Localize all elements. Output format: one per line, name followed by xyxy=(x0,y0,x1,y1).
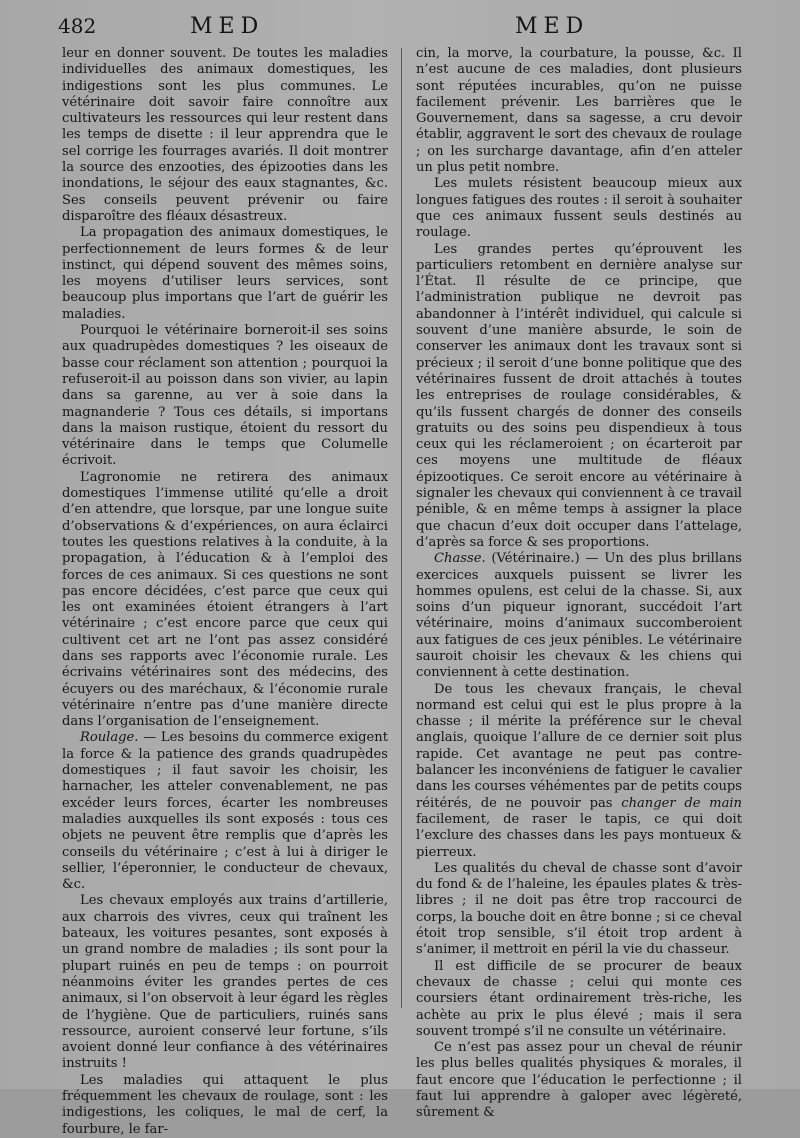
paragraph: leur en donner souvent. De toutes les maladies individuelles des animaux domestiques, les indigestions sont les plus communes. Le vétérinaire doit savoir faire connoître aux cultivateurs les ressources qui leur restent dans les temps de disette : il leur apprendra que le sel corrige les fourrages avariés. Il doit montrer la source des enzooties, des épizooties dans les inondations, le séjour des eaux stagnantes, &c. Ses conseils peuvent prévenir ou faire disparoître des fléaux désastreux. xyxy=(62,46,388,224)
paragraph: Il est difficile de se procurer de beaux chevaux de chasse ; celui qui monte ces coursiers étant ordinairement très-riche, les achète au prix le plus élevé ; mais il sera souvent trompé s’il ne consulte un vétérinaire. xyxy=(416,958,742,1039)
right-column xyxy=(416,46,742,1122)
italic-phrase: changer de main xyxy=(621,795,742,811)
running-head-right: MED xyxy=(515,14,590,39)
left-column xyxy=(62,46,388,1138)
paragraph-text: De tous les chevaux français, le cheval normand est celui qui est le plus propre à la chasse ; il mérite la préférence sur le cheval anglais, quoique l’allure de ce dernier soit plus rapide. Cet avantage ne peut pas contre-balancer les inconvéniens de fatiguer le cavalier dans les courses véhémentes par de petits coups réitérés, de ne pouvoir pas xyxy=(416,681,742,811)
column-divider xyxy=(401,48,402,1008)
paragraph: Les grandes pertes qu’éprouvent les particuliers retombent en dernière analyse sur l’État. Il résulte de ce principe, que l’administration publique ne devroit pas abandonner à l’intérêt individuel, qui calcule si souvent d’une manière absurde, le soin de conserver les animaux dont les travaux sont si précieux ; il seroit d’une bonne politique que des vétérinaires fussent de droit attachés à toutes les entreprises de roulage considérables, & qu’ils fussent chargés de donner des conseils gratuits ou des soins peu dispendieux à tous ceux qui les réclameroient ; on écarteroit par ces moyens une multitude de fléaux épizootiques. Ce seroit encore au vétérinaire à signaler les chevaux qui conviennent à ce travail pénible, & en même temps à assigner la place que chacun d’eux doit occuper dans l’attelage, d’après sa force & ses proportions. xyxy=(416,241,742,550)
paragraph-chasse xyxy=(416,551,742,681)
paragraph-text: (Vétérinaire.) — Un des plus brillans exercices auxquels puissent se livrer les hommes opulens, est celui de la chasse. Si, aux soins d’un piqueur ignorant, succédoit l’art vétérinaire, moins d’animaux succomberoient aux fatigues de ces jeux pénibles. Le vétérinaire sauroit choisir les chevaux & les chiens qui conviennent à cette destination. xyxy=(416,551,742,681)
paragraph: La propagation des animaux domestiques, le perfectionnement de leurs formes & de leur instinct, qui dépend souvent des mêmes soins, les moyens d’utiliser leurs services, sont beaucoup plus importans que l’art de guérir les maladies. xyxy=(62,225,388,322)
page-number: 482 xyxy=(58,14,97,38)
paragraph xyxy=(416,682,742,861)
paragraph: Les chevaux employés aux trains d’artillerie, aux charrois des vivres, ceux qui traînent les bateaux, les voitures pesantes, sont exposés à un grand nombre de maladies ; ils sont pour la plupart ruinés en peu de temps : on pourroit néanmoins éviter les grandes pertes de ces animaux, si l’on observoit à leur égard les règles de l’hygiène. Que de particuliers, ruinés sans ressource, auroient conservé leur fortune, s’ils avoient donné leur confiance à des vétérinaires instruits ! xyxy=(62,893,388,1072)
page-header xyxy=(0,10,800,46)
paragraph: Les mulets résistent beaucoup mieux aux longues fatigues des routes : il seroit à souhaiter que ces animaux fussent seuls destinés au roulage. xyxy=(416,176,742,241)
paragraph: Les qualités du cheval de chasse sont d’avoir du fond & de l’haleine, les épaules plates & très-libres ; il ne doit pas être trop raccourci de corps, la bouche doit en être bonne ; si ce cheval étoit trop sensible, s’il étoit trop ardent à s’animer, il mettroit en péril la vie du chasseur. xyxy=(416,860,742,958)
paragraph: cin, la morve, la courbature, la pousse, &c. Il n’est aucune de ces maladies, dont plusieurs sont réputées incurables, qu’on ne puisse facilement prévenir. Les barrières que le Gouvernement, dans sa sagesse, a cru devoir établir, aggravent le sort des chevaux de roulage ; on les surcharge davantage, afin d’en atteler un plus petit nombre. xyxy=(416,46,742,176)
running-head-left: MED xyxy=(190,14,265,39)
paragraph-roulage xyxy=(62,730,388,893)
paragraph: Ce n’est pas assez pour un cheval de réunir les plus belles qualités physiques & morales, il faut encore que l’éducation le perfectionne ; il faut lui apprendre à galoper avec légèreté, sûrement & xyxy=(416,1040,742,1121)
paragraph: Pourquoi le vétérinaire borneroit-il ses soins aux quadrupèdes domestiques ? les oiseaux de basse cour réclament son attention ; pourquoi la refuseroit-il au poisson dans son vivier, au lapin dans sa garenne, au ver à soie dans la magnanderie ? Tous ces détails, si importans dans la maison rustique, étoient du ressort du vétérinaire dans le temps que Columelle écrivoit. xyxy=(62,323,388,469)
paragraph-text: facilement, de raser le tapis, ce qui doit l’exclure des chasses dans les pays montueux & pierreux. xyxy=(416,811,742,860)
paragraph: L’agronomie ne retirera des animaux domestiques l’immense utilité qu’elle a droit d’en attendre, que lorsque, par une longue suite d’observations & d’expériences, on aura éclairci toutes les questions relatives à la conduite, à la propagation, à l’éducation & à l’emploi des forces de ces animaux. Si ces questions ne sont pas encore décidées, c’est parce que ceux qui les ont examinées étoient étrangers à l’art vétérinaire ; c’est encore parce que ceux qui cultivent cet art ne l’ont pas assez considéré dans ses rapports avec l’économie rurale. Les écrivains vétérinaires sont des médecins, des écuyers ou des maréchaux, & l’économie rurale vétérinaire n’entre pas d’une manière directe dans l’organisation de l’enseignement. xyxy=(62,469,388,730)
section-heading-chasse: Chasse. xyxy=(434,551,486,567)
section-heading-roulage: Roulage. xyxy=(80,730,139,746)
paragraph: Les maladies qui attaquent le plus fréquemment les chevaux de roulage, sont : les indigestions, les coliques, le mal de cerf, la fourbure, le far- xyxy=(62,1072,388,1137)
paragraph-text: — Les besoins du commerce exigent la force & la patience des grands quadrupèdes domestiques ; il faut savoir les choisir, les harnacher, les atteler convenablement, ne pas excéder leurs forces, écarter les nombreuses maladies auxquelles ils sont exposés : tous ces objets ne peuvent être remplis que d’après les conseils du vétérinaire ; c’est à lui à diriger le sellier, l’éperonnier, le conducteur de chevaux, &c. xyxy=(62,730,388,893)
